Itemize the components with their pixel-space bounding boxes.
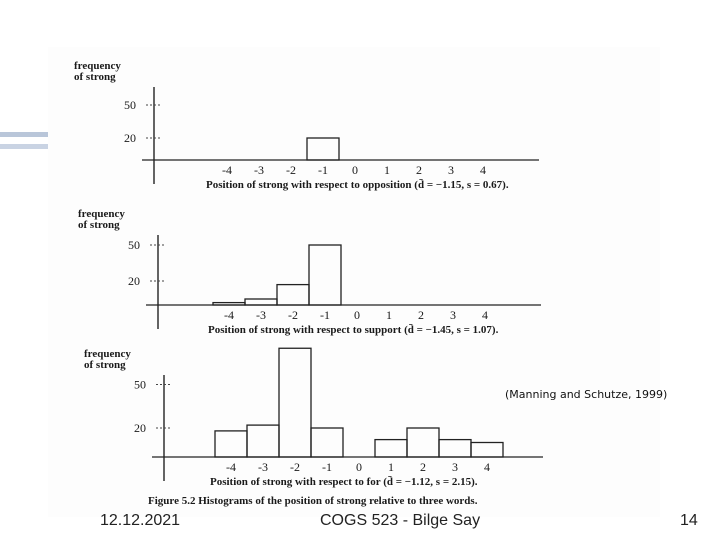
x-tick-label: -3 <box>256 308 266 322</box>
footer-title: COGS 523 - Bilge Say <box>320 512 481 529</box>
x-tick-label: -3 <box>258 460 268 474</box>
histogram-figure <box>48 47 660 517</box>
y-tick-label: 20 <box>134 421 146 435</box>
histogram-bar <box>309 245 341 305</box>
histogram-bar <box>307 138 339 160</box>
x-tick-label: 0 <box>352 163 358 177</box>
y-axis-label: frequency <box>74 60 121 72</box>
histogram-bar <box>245 299 277 305</box>
x-tick-label: -4 <box>224 308 234 322</box>
figure-caption: Figure 5.2 Histograms of the position of strong relative to three words. <box>148 495 478 507</box>
scanned-figure <box>48 47 660 517</box>
page-number: 14 <box>680 512 698 529</box>
histogram-bar <box>311 428 343 457</box>
x-axis-label: Position of strong with respect to support (d̄ = −1.45, s = 1.07). <box>208 324 499 336</box>
x-tick-label: -4 <box>222 163 232 177</box>
y-tick-label: 50 <box>124 98 136 112</box>
x-tick-label: -1 <box>322 460 332 474</box>
y-axis-label: of strong <box>84 359 126 371</box>
x-tick-label: -2 <box>286 163 296 177</box>
histogram-bar <box>471 443 503 458</box>
y-axis-label: frequency <box>78 208 125 220</box>
x-tick-label: 1 <box>388 460 394 474</box>
y-tick-label: 20 <box>128 274 140 288</box>
histogram-bar <box>407 428 439 457</box>
x-axis-label: Position of strong with respect to opposition (d̄ = −1.15, s = 0.67). <box>206 179 509 191</box>
histogram-bar <box>279 348 311 457</box>
x-axis-label: Position of strong with respect to for (d̄ = −1.12, s = 2.15). <box>210 476 478 488</box>
y-tick-label: 50 <box>134 377 146 392</box>
x-tick-label: 4 <box>484 460 490 474</box>
x-tick-label: 1 <box>384 163 390 177</box>
x-tick-label: 2 <box>418 308 424 322</box>
x-tick-label: -4 <box>226 460 236 474</box>
y-axis-label: frequency <box>84 348 131 360</box>
x-tick-label: 2 <box>420 460 426 474</box>
histogram-bar <box>439 440 471 457</box>
histogram-bar <box>247 425 279 457</box>
x-tick-label: 4 <box>480 163 486 177</box>
histogram-bar <box>213 303 245 305</box>
y-tick-label: 20 <box>124 131 136 145</box>
x-tick-label: 0 <box>354 308 360 322</box>
histogram-bar <box>215 431 247 457</box>
x-tick-label: -1 <box>318 163 328 177</box>
y-axis-label: of strong <box>74 71 116 83</box>
x-tick-label: 3 <box>452 460 458 474</box>
y-axis-label: of strong <box>78 219 120 231</box>
y-tick-label: 50 <box>128 238 140 252</box>
x-tick-label: 1 <box>386 308 392 322</box>
x-tick-label: -2 <box>288 308 298 322</box>
x-tick-label: -1 <box>320 308 330 322</box>
x-tick-label: 0 <box>356 460 362 474</box>
x-tick-label: 3 <box>448 163 454 177</box>
x-tick-label: -2 <box>290 460 300 474</box>
x-tick-label: -3 <box>254 163 264 177</box>
footer-date: 12.12.2021 <box>100 512 181 529</box>
histogram-bar <box>375 440 407 457</box>
x-tick-label: 4 <box>482 308 488 322</box>
x-tick-label: 2 <box>416 163 422 177</box>
citation: (Manning and Schutze, 1999) <box>505 388 668 401</box>
x-tick-label: 3 <box>450 308 456 322</box>
histogram-bar <box>277 285 309 305</box>
